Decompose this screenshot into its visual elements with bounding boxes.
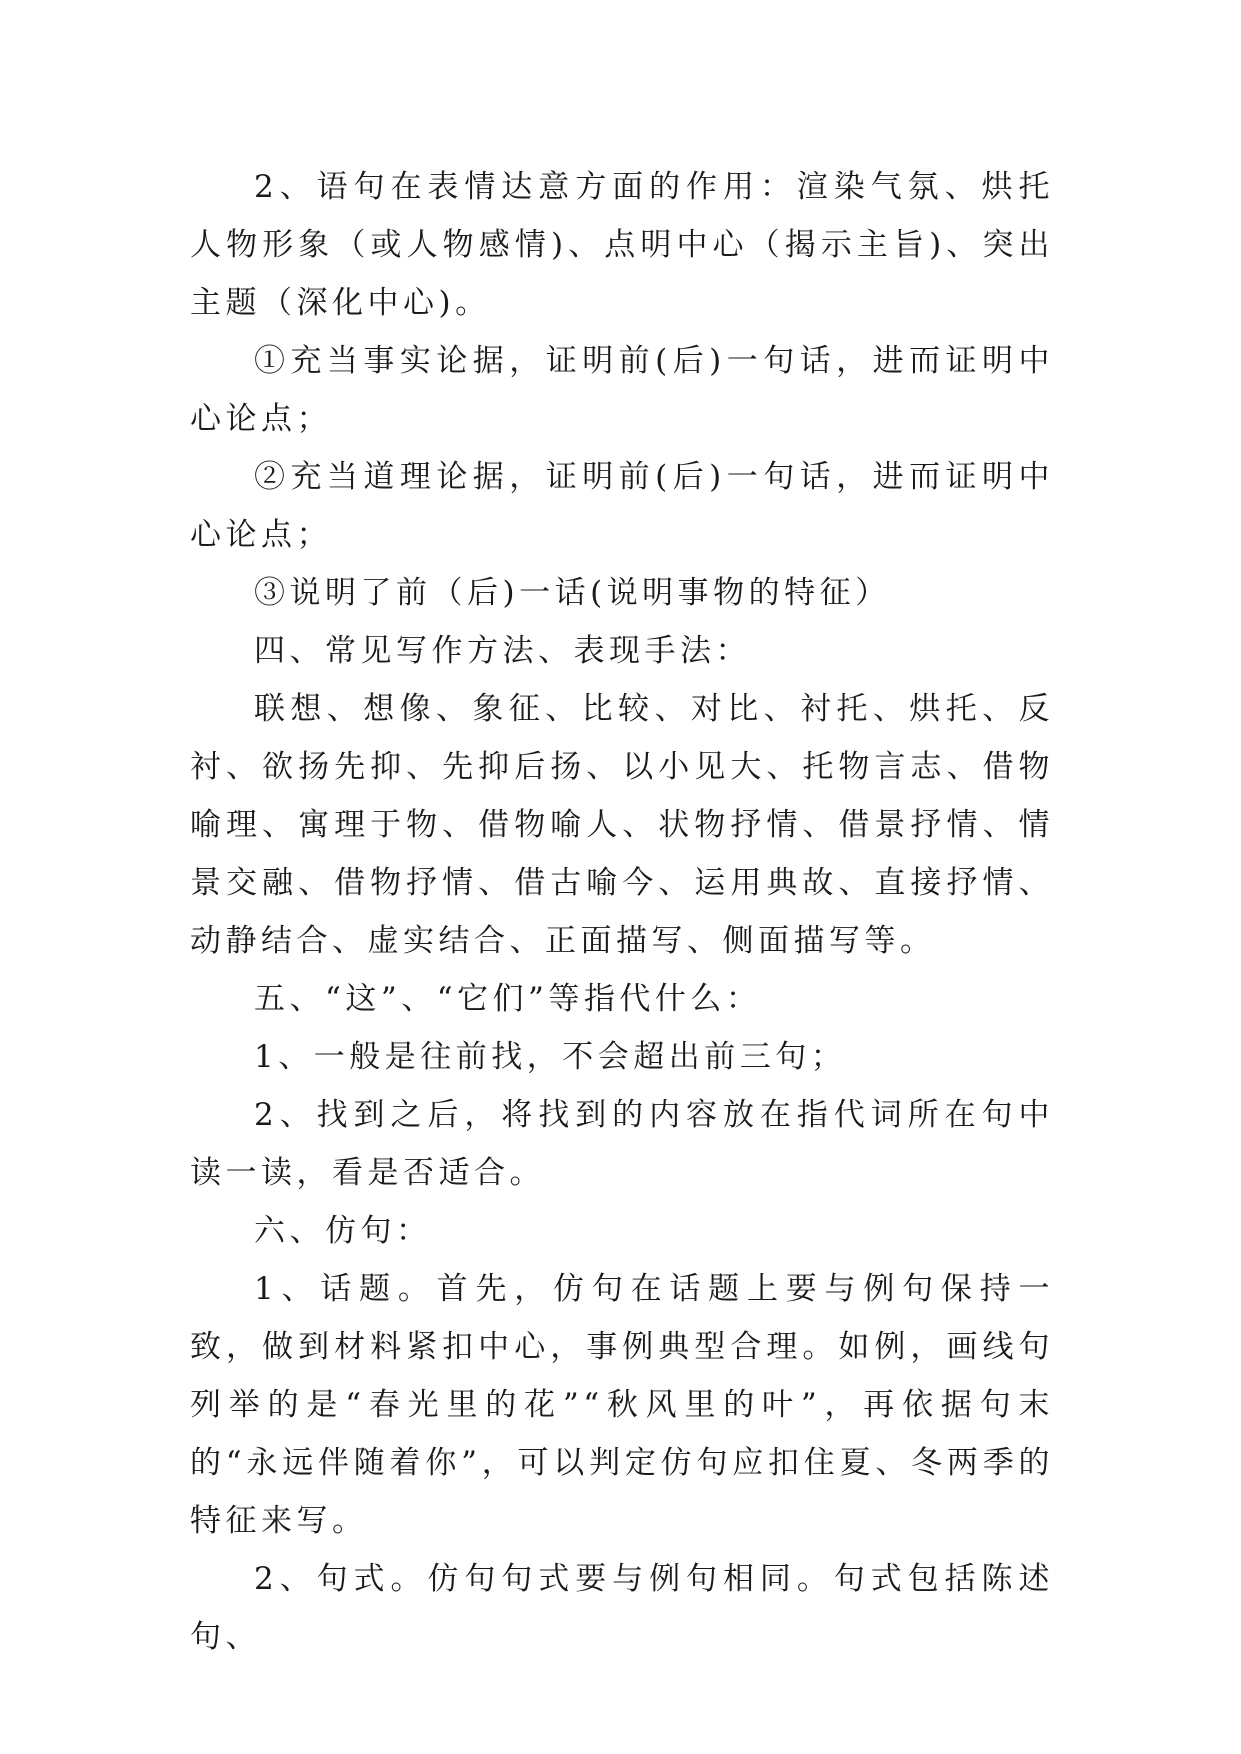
paragraph-look-backward: 1、一般是往前找，不会超出前三句； (254, 1039, 847, 1075)
paragraph-explain-feature: ③说明了前（后)一话(说明事物的特征） (254, 575, 891, 611)
section-heading-imitation: 六、仿句： (254, 1213, 432, 1249)
paragraph-topic: 1、话题。首先，仿句在话题上要与例句保持一致，做到材料紧扣中心，事例典型合理。如例，画线句列举的是“春光里的花”“秋风里的叶”，再依据句末的“永远伴随着你”，可以判定仿句应扣住夏、冬两季的特征来写。 (190, 1271, 1054, 1539)
section-heading-pronoun-reference: 五、“这”、“它们”等指代什么： (254, 981, 762, 1017)
paragraph-fact-evidence: ①充当事实论据，证明前(后)一句话，进而证明中心论点； (190, 343, 1054, 437)
paragraph-substitute-check: 2、找到之后，将找到的内容放在指代词所在句中读一读，看是否适合。 (190, 1097, 1054, 1191)
paragraph-expression-function: 2、语句在表情达意方面的作用：渲染气氛、烘托人物形象（或人物感情)、点明中心（揭示主旨)、突出主题（深化中心)。 (190, 169, 1054, 321)
paragraph-sentence-pattern: 2、句式。仿句句式要与例句相同。句式包括陈述句、 (190, 1561, 1054, 1655)
section-heading-writing-methods: 四、常见写作方法、表现手法： (254, 633, 751, 669)
paragraph-reason-evidence: ②充当道理论据，证明前(后)一句话，进而证明中心论点； (190, 459, 1054, 553)
document-body (190, 158, 1054, 1666)
paragraph-writing-methods-list: 联想、想像、象征、比较、对比、衬托、烘托、反衬、欲扬先抑、先抑后扬、以小见大、托物言志、借物喻理、寓理于物、借物喻人、状物抒情、借景抒情、情景交融、借物抒情、借古喻今、运用典故、直接抒情、动静结合、虚实结合、正面描写、侧面描写等。 (190, 691, 1054, 959)
